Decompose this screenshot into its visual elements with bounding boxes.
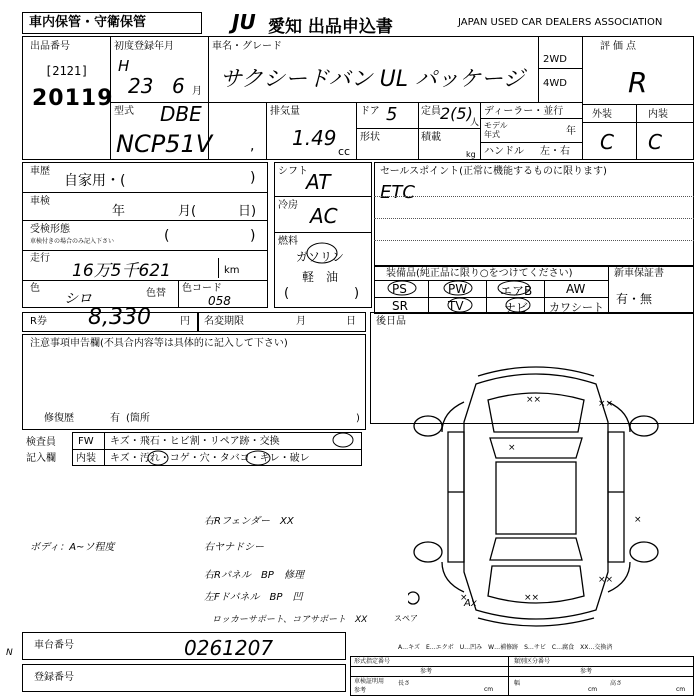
svg-text:××: ×× xyxy=(598,399,614,409)
association-name: JAPAN USED CAR DEALERS ASSOCIATION xyxy=(458,17,663,28)
score-label: 評価点 xyxy=(600,41,639,52)
length-unit: cm xyxy=(484,686,494,693)
storage-header-box xyxy=(22,12,202,34)
lot-number: 20119 xyxy=(32,86,114,111)
type-comma: , xyxy=(250,138,255,154)
usage-close: ) xyxy=(250,170,256,186)
model-name-label: 車名・グレード xyxy=(212,41,282,52)
registration-label: 初度登録年月 xyxy=(114,41,174,52)
inspection-label: 車検 xyxy=(30,196,50,207)
displacement-unit: cc xyxy=(338,145,351,158)
equipment-navi: ナビ xyxy=(504,301,529,315)
registration-month-unit: 月 xyxy=(192,86,202,97)
type-code: NCP51V xyxy=(116,130,213,158)
svg-text:××: ×× xyxy=(598,575,614,585)
ju-logo: JU xyxy=(232,10,256,34)
capacity-label: 定員 xyxy=(421,106,441,117)
displacement-value: 1.49 xyxy=(292,126,337,150)
height-label: 高さ xyxy=(610,680,623,687)
note-right-side: 右ヤナドシー xyxy=(204,542,264,553)
acceptance-label: 受検形態 xyxy=(30,224,70,235)
record-reference: 参考 xyxy=(354,687,367,694)
svg-text:××: ×× xyxy=(526,395,542,405)
selling-points-label: セールスポイント(正常に機能するものに限ります) xyxy=(380,166,607,177)
gasoline-circle xyxy=(304,240,340,266)
recycle-label: R券 xyxy=(30,316,47,327)
category-label: 類別区分番号 xyxy=(514,658,551,665)
inspector-fw-items: キズ・飛石・ヒビ割・リペア跡・交換 xyxy=(110,436,280,447)
exterior-value: C xyxy=(600,130,614,154)
recycle-value: 8,330 xyxy=(88,305,151,330)
fuel-label: 燃料 xyxy=(278,236,298,247)
name-change-label: 名変期限 xyxy=(204,316,244,327)
inspection-day: 日) xyxy=(238,204,257,219)
width-label: 幅 xyxy=(514,680,521,687)
ac-value: AC xyxy=(310,204,338,228)
storage-label: 車内保管・守衛保管 xyxy=(29,15,147,30)
svg-text:×: × xyxy=(460,593,468,603)
color-code: 058 xyxy=(208,294,231,308)
repair-close: ) xyxy=(356,413,360,424)
note-support: ロッカーサポート、コアサポート XX xyxy=(212,615,368,625)
inspector-circles xyxy=(72,432,362,466)
repair-parts: (箇所 xyxy=(126,413,150,424)
plate-label: 登録番号 xyxy=(34,672,74,683)
inspector-int-label: 内装 xyxy=(76,453,96,464)
registration-month: 6 xyxy=(172,74,185,98)
model-name-value: サクシードバン UL パッケージ xyxy=(220,67,525,92)
name-change-month: 月 xyxy=(296,316,306,327)
inspector-int-items: キズ・汚れ・コゲ・穴・タバコ・キレ・破レ xyxy=(110,453,310,464)
steering-label: ハンドル xyxy=(484,146,524,157)
shape-label: 形状 xyxy=(360,132,380,143)
svg-text:×: × xyxy=(634,515,642,525)
lot-label: 出品番号 xyxy=(30,41,70,52)
model-year-label: モデル 年式 xyxy=(484,121,508,139)
selling-points-box xyxy=(374,162,694,266)
model-year-unit: 年 xyxy=(566,126,576,137)
note-rear-fender: 右Rフェンダー XX xyxy=(204,516,294,527)
shift-label: シフト xyxy=(278,166,308,177)
score-value: R xyxy=(628,66,648,99)
acceptance-open: ( xyxy=(164,228,170,244)
history-block xyxy=(22,162,268,308)
fuel-gasoline: ガソリン xyxy=(296,250,345,264)
displacement-label: 排気量 xyxy=(270,106,300,117)
repair-label: 修復歴 xyxy=(44,413,74,424)
category-reference: 参考 xyxy=(580,668,593,675)
inspector-label-1: 検査員 xyxy=(26,437,56,448)
load-unit: kg xyxy=(466,150,476,159)
svg-text:××: ×× xyxy=(524,593,540,603)
fuel-close: ) xyxy=(354,286,360,301)
ac-label: 冷房 xyxy=(278,200,298,211)
repair-value: 有 xyxy=(110,413,120,424)
notes-label: 注意事項申告欄(不具合内容等は具体的に記入して下さい) xyxy=(30,338,288,349)
equipment-leather-seat: カワシート xyxy=(549,301,604,314)
registration-year: 23 xyxy=(128,74,154,98)
equipment-tv: TV xyxy=(448,299,464,313)
recycle-unit: 円 xyxy=(180,316,190,327)
capacity-unit: 人 xyxy=(470,118,480,128)
height-unit: cm xyxy=(676,686,686,693)
svg-text:×: × xyxy=(508,443,516,453)
registration-era: H xyxy=(118,57,130,75)
acceptance-note: 車検付きの場合のみ記入下さい xyxy=(30,238,115,245)
equipment-pw: PW xyxy=(448,282,468,296)
warranty-options: 有・無 xyxy=(616,292,653,306)
equipment-ps: PS xyxy=(392,282,407,296)
type-label: 型式 xyxy=(114,106,134,117)
inspection-month: 月( xyxy=(178,204,197,219)
fuel-diesel: 軽 油 xyxy=(302,270,339,284)
mileage-label: 走行 xyxy=(30,253,50,264)
color-shade-label: 色替 xyxy=(146,288,166,299)
length-label: 長さ xyxy=(398,680,411,687)
acceptance-close: ) xyxy=(250,228,256,244)
load-label: 積載 xyxy=(421,132,441,143)
record-label: 車検証明用 xyxy=(354,678,385,685)
equipment-label: 装備品(純正品に限り○をつけてください) xyxy=(386,268,573,279)
chassis-label: 車台番号 xyxy=(34,640,74,651)
name-change-day: 日 xyxy=(346,316,356,327)
note-left-panel: 左Fドパネル BP 凹 xyxy=(204,592,303,603)
note-right-panel: 右Rパネル BP 修理 xyxy=(204,570,304,581)
form-title: 愛知 出品申込書 xyxy=(268,17,393,37)
drive-4wd-option: 4WD xyxy=(543,78,567,89)
shift-value: AT xyxy=(306,170,331,194)
usage-label: 車歴 xyxy=(30,166,50,177)
equipment-circles xyxy=(374,280,608,314)
mileage-value: 16万5千621 xyxy=(72,261,171,281)
equipment-airbag: エアB xyxy=(500,284,533,298)
rear-items-label: 後日品 xyxy=(376,316,406,327)
color-label: 色 xyxy=(30,283,40,294)
drive-2wd-option: 2WD xyxy=(543,54,567,65)
usage-value: 自家用・( xyxy=(64,173,126,189)
color-code-label: 色コード xyxy=(182,283,222,294)
inspection-year: 年 xyxy=(112,204,126,219)
selling-points-value: ETC xyxy=(380,182,415,203)
capacity-value: 2(5) xyxy=(440,104,473,123)
fuel-open: ( xyxy=(284,286,290,301)
color-value: シロ xyxy=(64,291,92,307)
dealer-parallel: ディーラー・並行 xyxy=(484,106,564,117)
car-damage-diagram xyxy=(408,362,664,632)
warranty-label: 新車保証書 xyxy=(614,268,664,279)
equipment-sr: SR xyxy=(392,299,408,313)
damage-legend: A…キズ E…エクボ U…凹み W…補修跡 S…サビ C…腐食 XX…交換済 xyxy=(398,644,613,651)
designation-label: 形式指定番号 xyxy=(354,658,391,665)
inspector-fw-label: FW xyxy=(78,436,94,447)
doors-value: 5 xyxy=(386,104,398,125)
inspector-label-2: 記入欄 xyxy=(26,453,56,464)
steering-options: 左・右 xyxy=(540,146,570,157)
type-prefix: DBE xyxy=(160,102,202,126)
doors-label: ドア xyxy=(360,106,380,117)
designation-reference: 参考 xyxy=(420,668,433,675)
chassis-value: 0261207 xyxy=(184,636,274,660)
left-edge-mark: N xyxy=(6,648,13,658)
mileage-unit: km xyxy=(224,265,240,276)
exterior-label: 外装 xyxy=(592,109,612,120)
equipment-aw: AW xyxy=(566,282,586,296)
interior-label: 内装 xyxy=(648,109,668,120)
lot-sub-number: [2121] xyxy=(45,64,89,78)
ax-label: Ax xyxy=(464,598,477,609)
width-unit: cm xyxy=(588,686,598,693)
note-body: ボディ：A~ソ程度 xyxy=(30,542,115,553)
interior-value: C xyxy=(648,130,662,154)
spare-label: スペア xyxy=(394,614,418,623)
